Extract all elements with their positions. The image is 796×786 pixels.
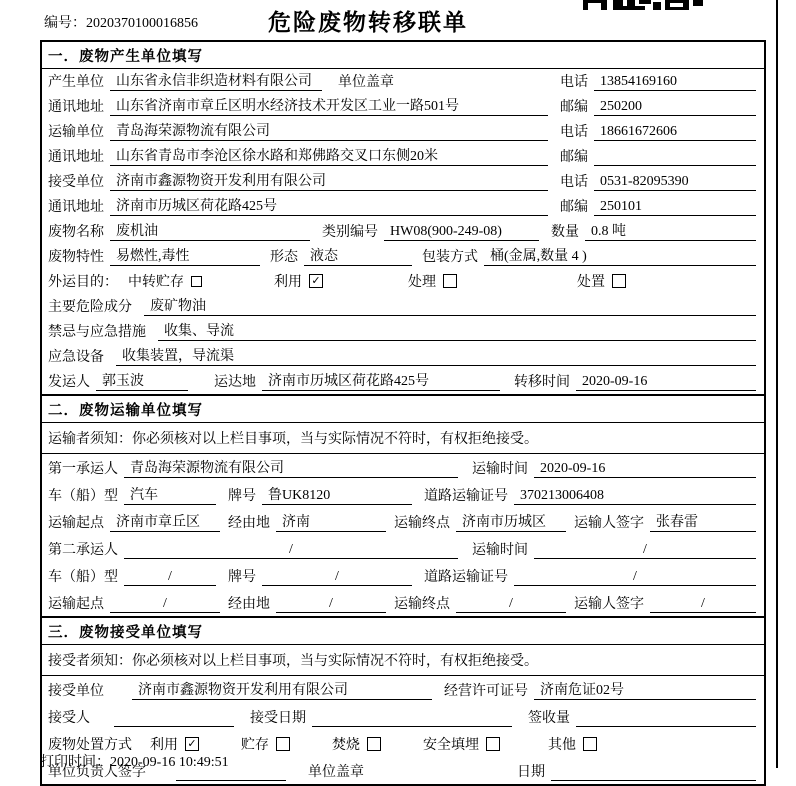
transfer-form-table xyxy=(40,40,766,786)
responsible-sign-label: 单位负责人签字 xyxy=(48,765,146,780)
transfer-purpose-label: 外运目的： xyxy=(48,275,118,290)
section1-heading: 一．废物产生单位填写 xyxy=(42,42,764,69)
receiver-address-label: 通讯地址 xyxy=(48,200,104,215)
receiver-seal-label: 单位盖章 xyxy=(308,765,364,780)
first-carrier-row xyxy=(42,454,764,481)
packing-method-value: 桶(金属,数量 4 ) xyxy=(484,245,756,266)
disposal-option-other xyxy=(548,734,597,754)
disposal-method-label: 废物处置方式 xyxy=(48,738,132,753)
hazard-component-value: 废矿物油 xyxy=(144,295,756,316)
purpose-storage-label: 中转贮存 xyxy=(128,275,184,290)
transfer-purpose-row xyxy=(42,269,764,294)
received-amount-label: 签收量 xyxy=(528,711,570,726)
qr-code-fragment xyxy=(583,0,703,10)
disposal-utilize-checkbox: ✓ xyxy=(185,737,199,751)
purpose-utilize-checkbox: ✓ xyxy=(309,274,323,288)
purpose-option-storage xyxy=(128,271,202,291)
carrier-sign2-label: 运输人签字 xyxy=(574,597,644,612)
receiver-unit-value: 济南市鑫源物资开发利用有限公司 xyxy=(110,170,548,191)
plate-number1-label: 牌号 xyxy=(228,489,256,504)
producer-unit-label: 产生单位 xyxy=(48,75,104,90)
destination-value: 济南市历城区荷花路425号 xyxy=(262,370,500,391)
route-via1-label: 经由地 xyxy=(228,516,270,531)
transport-time1-value: 2020-09-16 xyxy=(534,461,756,478)
disposal-landfill-checkbox xyxy=(486,737,500,751)
scan-edge-line xyxy=(776,0,778,768)
transporter-address-row xyxy=(42,144,764,169)
waste-name-label: 废物名称 xyxy=(48,225,104,240)
emergency-equipment-label: 应急设备 xyxy=(48,350,104,365)
destination-label: 运达地 xyxy=(214,375,256,390)
producer-zip-label: 邮编 xyxy=(560,100,588,115)
disposal-incinerate-checkbox xyxy=(367,737,381,751)
route-end1-value: 济南市历城区 xyxy=(456,511,566,532)
transporter-address-value: 山东省青岛市李沧区徐水路和郑佛路交叉口东侧20米 xyxy=(110,145,548,166)
vehicle-type1-label: 车（船）型 xyxy=(48,489,118,504)
receiver-unit-label: 接受单位 xyxy=(48,175,104,190)
waste-name-value: 废机油 xyxy=(110,220,310,241)
transfer-time-value: 2020-09-16 xyxy=(576,374,756,391)
accept-unit-label: 接受单位 xyxy=(48,684,104,699)
route2-row xyxy=(42,589,764,616)
section-producer xyxy=(42,42,764,394)
route-end1-label: 运输终点 xyxy=(394,516,450,531)
purpose-option-treat xyxy=(408,271,457,291)
transfer-time-label: 转移时间 xyxy=(514,375,570,390)
document-header xyxy=(0,0,796,40)
sign-date-value xyxy=(551,764,756,781)
dispatcher-label: 发运人 xyxy=(48,375,90,390)
license-label: 经营许可证号 xyxy=(444,684,528,699)
waste-traits-label: 废物特性 xyxy=(48,250,104,265)
route-start2-value: / xyxy=(110,596,220,613)
transporter-address-label: 通讯地址 xyxy=(48,150,104,165)
vehicle-type1-row xyxy=(42,481,764,508)
category-code-label: 类别编号 xyxy=(322,225,378,240)
producer-phone-value: 13854169160 xyxy=(594,74,756,91)
accept-unit-row xyxy=(42,676,764,703)
purpose-treat-checkbox xyxy=(443,274,457,288)
emergency-equipment-row xyxy=(42,344,764,369)
section-transporter xyxy=(42,394,764,616)
accept-date-label: 接受日期 xyxy=(250,711,306,726)
vehicle-type2-label: 车（船）型 xyxy=(48,570,118,585)
page-title: 危险废物转移联单 xyxy=(268,10,468,35)
disposal-store-checkbox xyxy=(276,737,290,751)
disposal-option-landfill xyxy=(423,734,500,754)
transporter-unit-value: 青岛海荣源物流有限公司 xyxy=(110,120,548,141)
accept-person-label: 接受人 xyxy=(48,711,90,726)
route-start2-label: 运输起点 xyxy=(48,597,104,612)
received-amount-value xyxy=(576,710,756,727)
producer-zip-value: 250200 xyxy=(594,99,756,116)
road-permit2-label: 道路运输证号 xyxy=(424,570,508,585)
route-start1-label: 运输起点 xyxy=(48,516,104,531)
transport-time1-label: 运输时间 xyxy=(472,462,528,477)
second-carrier-row xyxy=(42,535,764,562)
category-code-value: HW08(900-249-08) xyxy=(384,224,539,241)
serial-label: 编号： xyxy=(44,16,86,31)
serial-value: 2020370100016856 xyxy=(86,16,198,31)
route-start1-value: 济南市章丘区 xyxy=(110,511,220,532)
route1-row xyxy=(42,508,764,535)
accept-person-value xyxy=(114,710,234,727)
vehicle-type2-row xyxy=(42,562,764,589)
transporter-phone-label: 电话 xyxy=(560,125,588,140)
sign-date-label: 日期 xyxy=(517,765,545,780)
purpose-dispose-checkbox xyxy=(612,274,626,288)
receiver-phone-value: 0531-82095390 xyxy=(594,174,756,191)
second-carrier-label: 第二承运人 xyxy=(48,543,118,558)
receiver-zip-label: 邮编 xyxy=(560,200,588,215)
emergency-measures-label: 禁忌与应急措施 xyxy=(48,325,146,340)
transport-time2-label: 运输时间 xyxy=(472,543,528,558)
purpose-option-utilize xyxy=(274,271,323,291)
disposal-store-label: 贮存 xyxy=(241,738,269,753)
hazard-component-row xyxy=(42,294,764,319)
dispatcher-row xyxy=(42,369,764,394)
receiver-address-row xyxy=(42,194,764,219)
transporter-phone-value: 18661672606 xyxy=(594,124,756,141)
purpose-dispose-label: 处置 xyxy=(577,275,605,290)
quantity-value: 0.8 吨 xyxy=(585,220,756,241)
accept-date-value xyxy=(312,710,512,727)
producer-unit-row xyxy=(42,69,764,94)
route-via2-label: 经由地 xyxy=(228,597,270,612)
producer-unit-value: 山东省永信非织造材料有限公司 xyxy=(110,70,322,91)
disposal-other-checkbox xyxy=(583,737,597,751)
vehicle-type2-value: / xyxy=(124,569,216,586)
disposal-utilize-label: 利用 xyxy=(150,738,178,753)
disposal-other-label: 其他 xyxy=(548,738,576,753)
plate-number2-value: / xyxy=(262,569,412,586)
waste-traits-value: 易燃性,毒性 xyxy=(110,245,260,266)
purpose-storage-checkbox xyxy=(191,276,202,287)
section3-heading: 三．废物接受单位填写 xyxy=(42,618,764,645)
vehicle-type1-value: 汽车 xyxy=(124,484,216,505)
second-carrier-value: / xyxy=(124,542,458,559)
physical-form-label: 形态 xyxy=(270,250,298,265)
receiver-phone-label: 电话 xyxy=(560,175,588,190)
print-time-label: 打印时间： xyxy=(40,755,110,770)
section2-heading: 二．废物运输单位填写 xyxy=(42,396,764,423)
disposal-incinerate-label: 焚烧 xyxy=(332,738,360,753)
purpose-utilize-label: 利用 xyxy=(274,275,302,290)
waste-traits-row xyxy=(42,244,764,269)
producer-address-value: 山东省济南市章丘区明水经济技术开发区工业一路501号 xyxy=(110,95,548,116)
transporter-zip-value xyxy=(594,149,756,166)
carrier-sign2-value: / xyxy=(650,596,756,613)
emergency-measures-value: 收集、导流 xyxy=(158,320,756,341)
receiver-address-value: 济南市历城区荷花路425号 xyxy=(110,195,548,216)
producer-phone-label: 电话 xyxy=(560,75,588,90)
producer-address-row xyxy=(42,94,764,119)
first-carrier-label: 第一承运人 xyxy=(48,462,118,477)
road-permit2-value: / xyxy=(514,569,756,586)
carrier-sign1-label: 运输人签字 xyxy=(574,516,644,531)
route-end2-value: / xyxy=(456,596,566,613)
producer-address-label: 通讯地址 xyxy=(48,100,104,115)
transporter-zip-label: 邮编 xyxy=(560,150,588,165)
dispatcher-value: 郭玉波 xyxy=(96,370,188,391)
disposal-option-incinerate xyxy=(332,734,381,754)
hazard-component-label: 主要危险成分 xyxy=(48,300,132,315)
purpose-option-dispose xyxy=(577,271,626,291)
route-via2-value: / xyxy=(276,596,386,613)
disposal-option-store xyxy=(241,734,290,754)
accept-person-row xyxy=(42,703,764,730)
emergency-equipment-value: 收集装置，导流渠 xyxy=(116,345,756,366)
print-time-value: 2020-09-16 10:49:51 xyxy=(110,755,229,770)
purpose-treat-label: 处理 xyxy=(408,275,436,290)
transporter-unit-label: 运输单位 xyxy=(48,125,104,140)
first-carrier-value: 青岛海荣源物流有限公司 xyxy=(124,457,458,478)
route-via1-value: 济南 xyxy=(276,511,386,532)
road-permit1-label: 道路运输证号 xyxy=(424,489,508,504)
plate-number1-value: 鲁UK8120 xyxy=(262,484,412,505)
packing-method-label: 包装方式 xyxy=(422,250,478,265)
qr-pattern-icon xyxy=(583,0,703,10)
transporter-unit-row xyxy=(42,119,764,144)
emergency-measures-row xyxy=(42,319,764,344)
disposal-landfill-label: 安全填埋 xyxy=(423,738,479,753)
quantity-label: 数量 xyxy=(551,225,579,240)
transport-time2-value: / xyxy=(534,542,756,559)
waste-name-row xyxy=(42,219,764,244)
physical-form-value: 液态 xyxy=(304,245,412,266)
receiver-unit-row xyxy=(42,169,764,194)
license-value: 济南危证02号 xyxy=(534,679,756,700)
road-permit1-value: 370213006408 xyxy=(514,488,756,505)
transporter-notice: 运输者须知：你必须核对以上栏目事项，当与实际情况不符时，有权拒绝接受。 xyxy=(42,423,764,454)
receiver-notice: 接受者须知：你必须核对以上栏目事项，当与实际情况不符时，有权拒绝接受。 xyxy=(42,645,764,676)
print-time xyxy=(40,751,229,771)
carrier-sign1-value: 张春雷 xyxy=(650,511,756,532)
accept-unit-value: 济南市鑫源物资开发利用有限公司 xyxy=(132,679,432,700)
unit-seal-label: 单位盖章 xyxy=(338,75,394,90)
receiver-zip-value: 250101 xyxy=(594,199,756,216)
plate-number2-label: 牌号 xyxy=(228,570,256,585)
route-end2-label: 运输终点 xyxy=(394,597,450,612)
